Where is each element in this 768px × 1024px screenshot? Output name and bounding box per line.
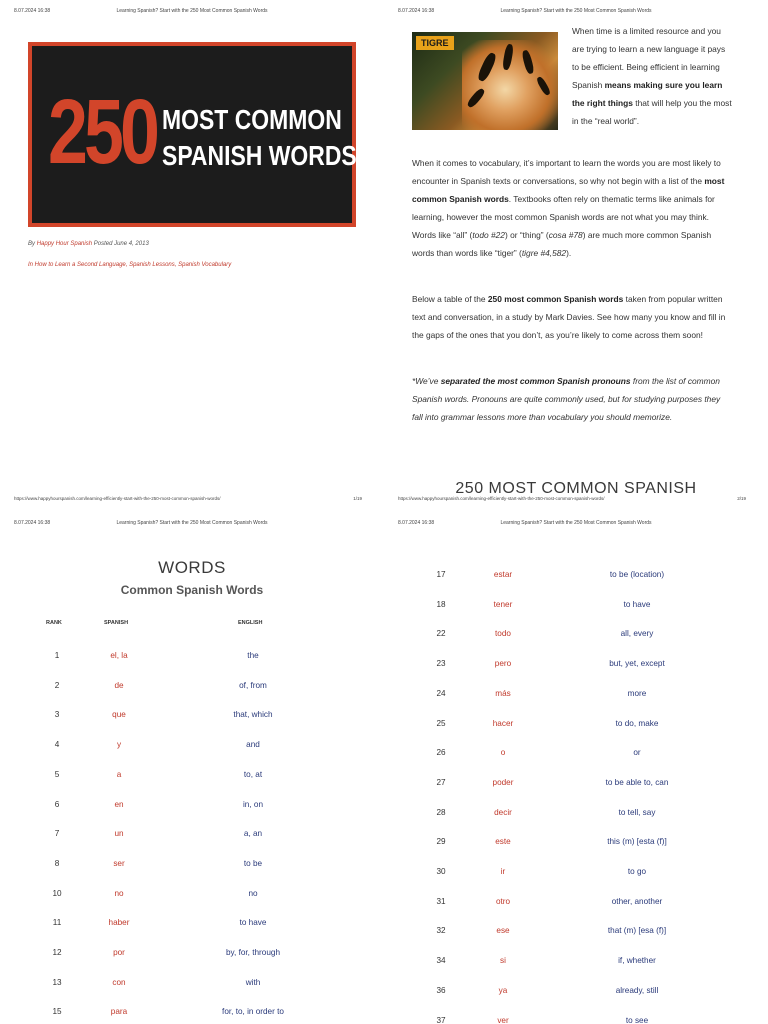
byline	[28, 241, 149, 247]
page-header	[14, 520, 370, 530]
spanish-cell: no	[114, 888, 124, 898]
pdf-page-2	[384, 0, 768, 512]
table-row	[384, 925, 768, 937]
english-cell: and	[246, 740, 260, 750]
rank-cell: 34	[436, 956, 446, 966]
page-header	[14, 8, 370, 18]
para1-italic-1: todo #22	[472, 230, 505, 240]
rank-cell: 17	[436, 570, 446, 579]
spanish-cell: estar	[493, 570, 513, 579]
table-row	[384, 1015, 768, 1024]
rank-cell: 12	[52, 948, 62, 957]
pronoun-note	[412, 372, 732, 426]
banner-line-1: MOST COMMON	[162, 104, 342, 135]
para1-text-3: ) or “thing” (	[504, 230, 549, 240]
page-number: 1/19	[353, 496, 362, 501]
table-row	[384, 836, 768, 848]
vocab-paragraph	[412, 154, 732, 262]
page-footer	[14, 496, 362, 506]
rank-cell: 13	[52, 977, 62, 987]
tiger-label: TIGRE	[416, 36, 454, 50]
english-cell: other, another	[611, 896, 663, 906]
table-row	[0, 888, 384, 900]
spanish-cell: el, la	[110, 651, 128, 660]
spanish-cell: ese	[496, 926, 510, 936]
author-link[interactable]: Happy Hour Spanish	[36, 241, 93, 247]
section-title: 250 MOST COMMON SPANISH	[455, 480, 697, 497]
spanish-cell: con	[112, 977, 126, 987]
rank-cell: 8	[54, 858, 60, 868]
rank-cell: 36	[436, 985, 446, 995]
english-cell: to tell, say	[618, 807, 656, 817]
table-row	[384, 599, 768, 611]
rank-cell: 15	[52, 1007, 62, 1017]
rank-cell: 7	[54, 829, 60, 839]
table-row	[0, 858, 384, 870]
para2-text-2: taken from popular written text and conversation, in a study by Mark Davies. See how many you know and fill in the gaps of the ones that you don’t, as you’re likely to come across them soon!	[412, 294, 726, 340]
page-header	[398, 8, 754, 18]
english-cell: to be able to, can	[605, 777, 669, 787]
spanish-cell: pero	[494, 659, 512, 669]
spanish-cell: para	[110, 1007, 128, 1017]
english-cell: a, an	[243, 829, 263, 839]
english-cell: in, on	[242, 799, 264, 809]
english-cell: that (m) [esa (f)]	[607, 926, 667, 936]
spanish-cell: ir	[500, 867, 506, 876]
intro-bold: means making sure you learn the right things	[572, 80, 723, 108]
table-row	[384, 658, 768, 670]
byline-by: By	[28, 241, 36, 247]
spanish-cell: y	[116, 740, 122, 750]
english-cell: no	[248, 888, 258, 898]
banner-line-2: SPANISH WORDS	[162, 140, 357, 171]
table-row	[384, 747, 768, 759]
english-cell: all, every	[620, 629, 654, 639]
print-title: Learning Spanish? Start with the 250 Most Common Spanish Words	[116, 8, 268, 14]
para1-text-4: ) are much more common Spanish words than words like “tiger” (	[412, 230, 712, 258]
english-cell: to be (location)	[609, 570, 665, 579]
para1-text-5: ).	[566, 248, 572, 258]
banner-number: 250	[48, 81, 157, 183]
para2-bold: 250 most common Spanish words	[487, 294, 624, 304]
english-cell: this (m) [esta (f)]	[607, 837, 667, 847]
rank-cell: 23	[436, 659, 446, 669]
spanish-cell: que	[112, 710, 126, 720]
para1-text-2: . Textbooks often rely on thematic terms like animals for learning, however the most common Spanish words are not what you may think. Words like “all” (	[412, 194, 715, 240]
spanish-cell: un	[114, 829, 124, 839]
intro-text-1: When time is a limited resource and you are trying to learn a new language it pays to be efficient. Being efficient in learning Spanish	[572, 26, 726, 90]
table-row	[0, 1006, 384, 1018]
english-cell: if, whether	[618, 956, 656, 966]
english-cell: already, still	[615, 985, 659, 995]
category-links[interactable]: In How to Learn a Second Language, Spanish Lessons, Spanish Vocabulary	[28, 262, 232, 268]
print-url: https://www.happyhourspanish.com/learning-efficiently-start-with-the-250-most-common-spanish-words/	[14, 496, 221, 501]
table-row	[384, 569, 768, 581]
spanish-cell: en	[114, 799, 124, 809]
page-number: 2/19	[737, 496, 746, 501]
table-row	[384, 807, 768, 819]
table-row	[0, 739, 384, 751]
spanish-cell: tener	[493, 599, 513, 609]
spanish-cell: otro	[495, 896, 511, 906]
spanish-cell: poder	[492, 777, 514, 787]
print-datetime: 8.07.2024 16:38	[14, 520, 51, 526]
spanish-cell: si	[500, 956, 506, 966]
rank-cell: 11	[52, 918, 62, 928]
english-cell: to, at	[243, 769, 263, 779]
table-row	[0, 680, 384, 692]
para1-italic-3: tigre #4,582	[521, 248, 567, 258]
table-row	[384, 985, 768, 997]
table-intro-paragraph	[412, 290, 732, 344]
rank-cell: 28	[436, 807, 446, 817]
spanish-cell: a	[116, 769, 122, 779]
print-title: Learning Spanish? Start with the 250 Most Common Spanish Words	[500, 520, 652, 526]
print-title: Learning Spanish? Start with the 250 Most Common Spanish Words	[500, 8, 652, 14]
spanish-cell: ya	[498, 985, 508, 995]
rank-cell: 4	[54, 740, 60, 750]
table-row	[0, 709, 384, 721]
english-cell: of, from	[239, 680, 267, 690]
para1-bold: most common Spanish words	[412, 176, 725, 204]
para1-text-1: When it comes to vocabulary, it’s important to learn the words you are most likely to encounter in Spanish texts or conversations, so why not begin with a list of the	[412, 158, 721, 186]
english-cell: by, for, through	[225, 948, 280, 957]
para1-italic-2: cosa #78	[548, 230, 583, 240]
english-cell: to do, make	[615, 718, 659, 728]
english-cell: the	[247, 651, 259, 660]
table-row	[384, 896, 768, 908]
pdf-page-1	[0, 0, 384, 512]
para3-text-1: *We’ve	[412, 376, 441, 386]
rank-cell: 31	[436, 896, 446, 906]
rank-cell: 10	[52, 888, 62, 898]
table-row	[0, 799, 384, 811]
table-row	[0, 828, 384, 840]
print-title: Learning Spanish? Start with the 250 Most Common Spanish Words	[116, 520, 268, 526]
rank-cell: 30	[436, 867, 446, 876]
print-datetime: 8.07.2024 16:38	[14, 8, 51, 14]
page-footer	[398, 496, 746, 506]
rank-cell: 3	[54, 710, 60, 720]
rank-cell: 18	[436, 599, 446, 609]
spanish-cell: todo	[495, 629, 511, 639]
english-cell: to be	[243, 858, 263, 868]
spanish-cell: ver	[497, 1015, 509, 1024]
english-cell: to go	[627, 867, 647, 876]
spanish-cell: por	[113, 948, 125, 957]
rank-cell: 22	[436, 629, 446, 639]
section-title-continued: WORDS	[158, 558, 226, 577]
english-cell: more	[627, 688, 647, 698]
spanish-cell: más	[495, 688, 511, 698]
english-cell: to have	[623, 599, 651, 609]
table-row	[0, 769, 384, 781]
table-row	[0, 650, 384, 662]
print-datetime: 8.07.2024 16:38	[398, 520, 435, 526]
table-row	[0, 917, 384, 929]
english-cell: but, yet, except	[609, 659, 665, 669]
table-row	[384, 628, 768, 640]
rank-cell: 24	[436, 688, 446, 698]
rank-cell: 32	[436, 926, 446, 936]
rank-cell: 25	[436, 718, 446, 728]
rank-cell: 6	[54, 799, 60, 809]
spanish-cell: haber	[108, 918, 130, 928]
page-header	[398, 520, 754, 530]
table-row	[384, 777, 768, 789]
english-cell: to see	[625, 1015, 649, 1024]
rank-cell: 29	[436, 837, 446, 847]
rank-cell: 5	[54, 769, 60, 779]
rank-cell: 2	[54, 680, 60, 690]
print-datetime: 8.07.2024 16:38	[398, 8, 435, 14]
table-row	[384, 866, 768, 878]
english-cell: or	[633, 748, 641, 758]
spanish-cell: hacer	[492, 718, 514, 728]
table-row	[384, 688, 768, 700]
spanish-cell: de	[114, 680, 124, 690]
col-header-spanish: SPANISH	[104, 620, 129, 626]
banner-text	[162, 102, 357, 174]
rank-cell: 37	[436, 1015, 446, 1024]
english-cell: with	[245, 977, 261, 987]
posted-date: Posted June 4, 2013	[93, 241, 149, 247]
col-header-rank: RANK	[46, 620, 62, 626]
intro-paragraph	[572, 22, 732, 130]
english-cell: to have	[239, 918, 267, 928]
rank-cell: 1	[54, 651, 60, 660]
para3-text-2: from the list of common Spanish words. Pronouns are quite commonly used, but for studying purposes they fall into grammar lessons more than vocabulary you should memorize.	[412, 376, 721, 422]
pdf-page-4	[384, 512, 768, 1024]
spanish-cell: este	[495, 837, 511, 847]
rank-cell: 26	[436, 748, 446, 758]
english-cell: that, which	[233, 710, 273, 720]
table-row	[384, 718, 768, 730]
hero-banner	[28, 42, 356, 227]
spanish-cell: decir	[494, 807, 512, 817]
table-row	[0, 947, 384, 959]
spanish-cell: o	[500, 748, 506, 758]
spanish-cell: ser	[113, 858, 125, 868]
table-row	[0, 977, 384, 989]
section-subtitle: Common Spanish Words	[120, 583, 264, 597]
print-url: https://www.happyhourspanish.com/learning-efficiently-start-with-the-250-most-common-spanish-words/	[398, 496, 605, 501]
table-row	[384, 955, 768, 967]
english-cell: for, to, in order to	[222, 1007, 284, 1017]
intro-text-2: that will help you the most in the “real world”.	[572, 98, 732, 126]
tiger-image	[412, 32, 558, 130]
para3-bold: separated the most common Spanish pronouns	[440, 376, 631, 386]
para2-text-1: Below a table of the	[412, 294, 488, 304]
col-header-english: ENGLISH	[238, 620, 263, 626]
rank-cell: 27	[436, 777, 446, 787]
pdf-page-3	[0, 512, 384, 1024]
